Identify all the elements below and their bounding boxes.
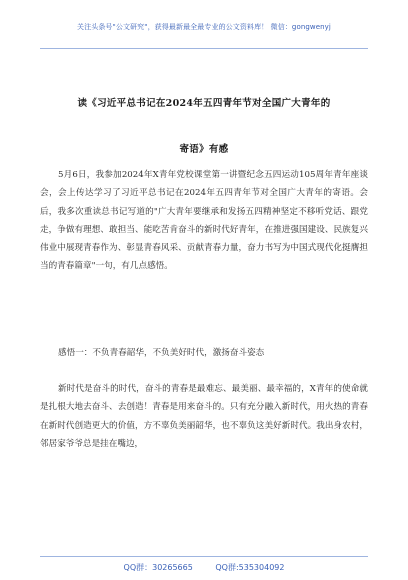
footer-divider <box>40 556 368 557</box>
document-title-line-1: 读《习近平总书记在2024年五四青年节对全国广大青年的 <box>77 98 331 109</box>
footer-qq-group-1: QQ群：30265665 <box>123 563 193 572</box>
footer-qq-group-2: QQ群:535304092 <box>215 563 285 572</box>
section-heading-reflection-1: 感悟一：不负青春韶华，不负美好时代，激扬奋斗姿态 <box>58 348 265 358</box>
header-divider <box>40 48 368 49</box>
header-note: 关注头条号"公文研究"，获得最新最全最专业的公文资料库！ 微信：gongwenyj <box>77 23 331 31</box>
paragraph-intro: 5月6日，我参加2024年X青年党校课堂第一讲暨纪念五四运动105周年青年座谈会，会上传达学习了习近平总书记在2024年五四青年节对全国广大青年的寄语。会后，我多次重读总书记写道的"广大青年要继承和发扬五四精神坚定不移听党话、跟党走，争做有理想、敢担当、能吃苦肯奋斗的新时代好青年，在推进强国建设、民族复兴伟业中展现青春作为、彰显青春风采、贡献青春力量，奋力书写为中国式现代化挺膺担当的青春篇章"一句，有几点感悟。 <box>40 170 368 272</box>
paragraph-reflection-1: 新时代是奋斗的时代，奋斗的青春是最难忘、最美丽、最幸福的，X青年的使命就是扎根大地去奋斗、去创造！青春是用来奋斗的。只有充分融入新时代，用火热的青春在新时代创造更大的价值，方不辜负美丽韶华，也不辜负这美好新时代。我出身农村，邻居家爷爷总是挂在嘴边， <box>40 384 368 449</box>
document-title-line-2: 寄语》有感 <box>179 144 229 155</box>
footer-contact <box>0 562 408 573</box>
